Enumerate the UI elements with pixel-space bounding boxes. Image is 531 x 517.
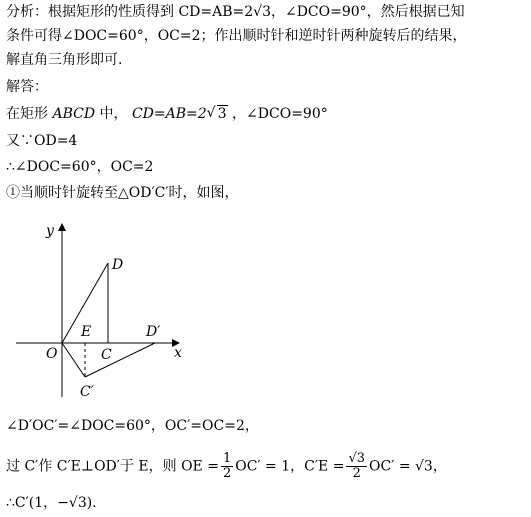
- segment-O-C-prime: [62, 343, 85, 377]
- fraction-one-half-num: 1: [222, 451, 232, 466]
- answer-line-1-eq: CD=AB=2: [131, 106, 207, 122]
- analysis-line-2: 条件可得∠DOC=60°，OC=2；作出顺时针和逆时针两种旋转后的结果，: [6, 28, 467, 44]
- fraction-one-half-den: 2: [222, 466, 232, 481]
- sqrt-symbol: [207, 104, 228, 124]
- fraction-root3-half-den: 2: [352, 466, 361, 481]
- fraction-one-half: [221, 452, 233, 481]
- answer-heading: 解答：: [6, 79, 48, 95]
- geometry-diagram: [0, 215, 200, 410]
- answer-line-5: ∠D′OC′=∠DOC=60°，OC′=OC=2，: [6, 418, 259, 434]
- answer-line-1-angle: ，∠DCO=90°: [232, 106, 328, 122]
- rect-name: ABCD: [52, 106, 96, 122]
- label-D: D: [112, 257, 124, 273]
- label-x: x: [174, 345, 182, 361]
- analysis-line-3: 解直角三角形即可.: [6, 52, 123, 68]
- answer-line-1-mid: 中，: [99, 106, 128, 122]
- label-C-prime: C′: [80, 384, 94, 400]
- answer-line-6-c: OC′ = √3，: [369, 458, 447, 475]
- answer-line-6: [6, 452, 447, 481]
- answer-line-7: ∴C′(1，−√3).: [6, 495, 97, 511]
- fraction-root3-half-num: √3: [348, 451, 365, 466]
- answer-line-3: ∴∠DOC=60°，OC=2: [6, 159, 154, 175]
- segment-C-prime-D-prime: [85, 343, 155, 377]
- answer-line-1: [6, 104, 328, 124]
- answer-line-6-a: 过 C′作 C′E⊥OD′于 E，则 OE =: [6, 458, 219, 475]
- label-D-prime: D′: [146, 324, 161, 340]
- sqrt-radicand: 3: [217, 106, 227, 122]
- label-y: y: [46, 223, 54, 239]
- answer-line-6-b: OC′ = 1，C′E =: [235, 458, 345, 475]
- label-E: E: [81, 324, 92, 340]
- fraction-root3-half: [346, 452, 367, 481]
- answer-line-1-pre: 在矩形: [6, 106, 48, 122]
- answer-line-2: 又∵OD=4: [6, 133, 78, 149]
- label-O: O: [46, 346, 58, 362]
- analysis-line-1: 分析：根据矩形的性质得到 CD=AB=2√3，∠DCO=90°，然后根据已知: [6, 4, 465, 20]
- answer-line-4: ①当顺时针旋转至△OD′C′时，如图，: [6, 185, 239, 201]
- label-C: C: [101, 347, 112, 363]
